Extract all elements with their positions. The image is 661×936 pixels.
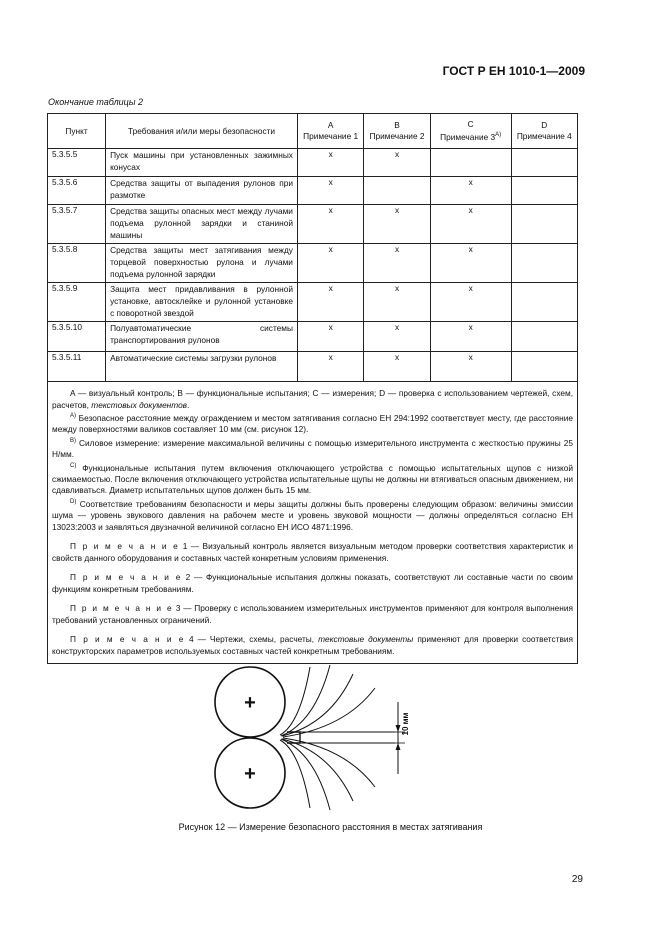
header-c-sup: А): [495, 132, 502, 139]
table-caption: Окончание таблицы 2: [48, 97, 143, 107]
dimension-label: 10 мм: [401, 712, 410, 736]
plus-top: +: [244, 692, 256, 714]
note-4-word: П р и м е ч а н и е: [70, 634, 185, 645]
row-item: 5.3.5.7: [48, 205, 106, 244]
row-b: x: [364, 283, 430, 322]
row-text: Средства защиты от выпадения рулонов при размотке: [106, 177, 298, 205]
row-d: [511, 283, 577, 322]
header-c-note: Примечание 3: [440, 131, 496, 142]
note-1-word: П р и м е ч а н и е: [70, 541, 180, 552]
row-d: [511, 149, 577, 177]
header-d-letter: D: [541, 120, 548, 130]
note-3: [52, 603, 573, 626]
footnote-a-text: Безопасное расстояние между ограждением и местом затягивания согласно ЕН 294:1992 соответствует месту, где расстояние между поверхностями валиков составляет 10 мм (см. рисунок 12).: [52, 412, 573, 435]
table-row: [48, 352, 578, 382]
row-item: 5.3.5.11: [48, 352, 106, 382]
legend-italic: текстовых документов: [91, 399, 188, 410]
header-a-letter: A: [327, 120, 334, 130]
table-row: [48, 244, 578, 283]
footnote-d-mark: D): [70, 498, 77, 505]
table-row: [48, 283, 578, 322]
table-notes: [48, 382, 578, 664]
header-c-letter: C: [467, 119, 474, 130]
note-4-label: 4 —: [188, 634, 206, 645]
row-text: Средства защиты мест затягивания между торцевой поверхностью рулона и лучами подъема рулонной зарядки: [106, 244, 298, 283]
row-a: x: [297, 177, 363, 205]
header-b-note: Примечание 2: [369, 131, 425, 141]
header-a-note: Примечание 1: [303, 131, 359, 141]
row-item: 5.3.5.10: [48, 322, 106, 352]
row-a: x: [297, 149, 363, 177]
row-item: 5.3.5.5: [48, 149, 106, 177]
header-d: [511, 114, 577, 149]
row-item: 5.3.5.6: [48, 177, 106, 205]
row-text: Полуавтоматические системы транспортирования рулонов: [106, 322, 298, 352]
row-b: x: [364, 322, 430, 352]
note-2-text: Функциональные испытания должны показать, соответствуют ли составные части по своим функциям конкретным требованиям.: [52, 572, 574, 594]
table-row: [48, 149, 578, 177]
footnote-c-text: Функциональные испытания путем включения отключающего устройства с помощью испытательных щупов с низкой сжимаемостью. После включения отключающего устройства испытательные щупы не должны ни втягиваться опасным движением, ни сдавливаться. Диаметр испытательных щупов должен быть 15 мм.: [52, 462, 573, 496]
row-text: Пуск машины при установленных зажимных конусах: [106, 149, 298, 177]
row-a: x: [297, 352, 363, 382]
note-4: [52, 634, 573, 657]
note-4-pre: Чертежи, схемы, расчеты,: [209, 634, 315, 645]
row-item: 5.3.5.9: [48, 283, 106, 322]
row-b: x: [364, 149, 430, 177]
note-3-word: П р и м е ч а н и е: [70, 603, 174, 614]
row-d: [511, 177, 577, 205]
note-1-text: Визуальный контроль является визуальным методом проверки соответствия характеристик и свойств данного оборудования и составных частей конкретным условиям применения.: [52, 541, 574, 563]
row-d: [511, 205, 577, 244]
row-c: x: [430, 244, 511, 283]
header-c: [430, 114, 511, 149]
note-2-label: 2 —: [185, 572, 203, 583]
legend: [52, 388, 573, 411]
note-2-word: П р и м е ч а н и е: [70, 572, 182, 583]
arrow-top: [396, 725, 401, 732]
plus-bottom: +: [244, 763, 256, 785]
row-c: x: [430, 322, 511, 352]
footnote-c-mark: C): [70, 462, 77, 469]
header-a: [297, 114, 363, 149]
row-text: Автоматические системы загрузки рулонов: [106, 352, 298, 382]
note-4-italic: текстовые документы: [318, 634, 414, 645]
note-3-label: 3 —: [175, 603, 192, 614]
note-2: [52, 572, 573, 595]
footnote-b-mark: B): [70, 437, 76, 444]
footnote-a-mark: А): [70, 413, 76, 419]
nip-curve-upper-4: [283, 688, 375, 737]
row-b: x: [364, 205, 430, 244]
row-d: [511, 244, 577, 283]
nip-curve-lower-3: [282, 739, 353, 801]
footnote-d: [52, 497, 573, 533]
row-a: x: [297, 322, 363, 352]
row-text: Средства защиты опасных мест между лучами подъема рулонной зарядки и станиной машины: [106, 205, 298, 244]
table-notes-row: [48, 382, 578, 664]
table-row: [48, 205, 578, 244]
row-a: x: [297, 244, 363, 283]
row-d: [511, 352, 577, 382]
document-header: ГОСТ Р ЕН 1010-1—2009: [442, 64, 585, 78]
table-row: [48, 177, 578, 205]
table-row: [48, 322, 578, 352]
requirements-table: [47, 113, 578, 664]
footnote-b: [52, 436, 573, 461]
header-b: [364, 114, 430, 149]
nip-curve-lower-2: [281, 739, 330, 810]
nip-curve-upper-3: [282, 674, 353, 736]
note-1-label: 1 —: [182, 541, 200, 552]
row-c: [430, 149, 511, 177]
nip-curve-lower-4: [283, 738, 375, 787]
row-a: x: [297, 205, 363, 244]
row-c: x: [430, 352, 511, 382]
page-number: 29: [571, 874, 583, 885]
arrow-bottom: [396, 743, 401, 750]
row-b: x: [364, 244, 430, 283]
footnote-c: [52, 461, 573, 497]
row-text: Защита мест придавливания в рулонной установке, автосклейке и рулонной установке с поворотной звездой: [106, 283, 298, 322]
note-1: [52, 541, 573, 564]
row-c: x: [430, 283, 511, 322]
row-c: x: [430, 177, 511, 205]
table-header-row: [48, 114, 578, 149]
note-3-text: Проверку с использованием измерительных инструментов применяют для контроля выполнения требований установленных ограничений.: [52, 603, 573, 625]
footnote-b-text: Силовое измерение: измерение максимальной величины с помощью измерительного инструмента с жесткостью пружины 25 Н/мм.: [52, 437, 573, 460]
legend-end: .: [187, 399, 190, 410]
row-item: 5.3.5.8: [48, 244, 106, 283]
row-b: [364, 177, 430, 205]
note-4-post: применяют для проверки соответствия конструкторских параметров используемых составных частей конкретным требованиям.: [52, 634, 573, 656]
row-a: x: [297, 283, 363, 322]
figure-caption: Рисунок 12 — Измерение безопасного расстояния в местах затягивания: [178, 822, 483, 832]
footnote-d-text: Соответствие требованиям безопасности и меры защиты должны быть проверены следующим образом: величины эмиссии шума — уровень звукового давления на рабочем месте и уровень звуковой мощности — должны определяться согласно ЕН 13023:2003 и заявляться двузначной величиной согласно ЕН ИСО 4871:1996.: [52, 498, 573, 532]
nip-curve-upper-2: [281, 665, 330, 736]
row-c: x: [430, 205, 511, 244]
header-item: Пункт: [48, 114, 106, 149]
footnote-a: [52, 411, 573, 436]
row-b: x: [364, 352, 430, 382]
roller-diagram: [205, 662, 445, 812]
row-d: [511, 322, 577, 352]
legend-main: A — визуальный контроль; B — функциональные испытания; C — измерения; D — проверка с использованием чертежей, схем, расчетов,: [52, 388, 573, 410]
header-d-note: Примечание 4: [516, 131, 572, 141]
header-requirements: Требования и/или меры безопасности: [106, 114, 298, 149]
header-b-letter: B: [394, 120, 400, 130]
